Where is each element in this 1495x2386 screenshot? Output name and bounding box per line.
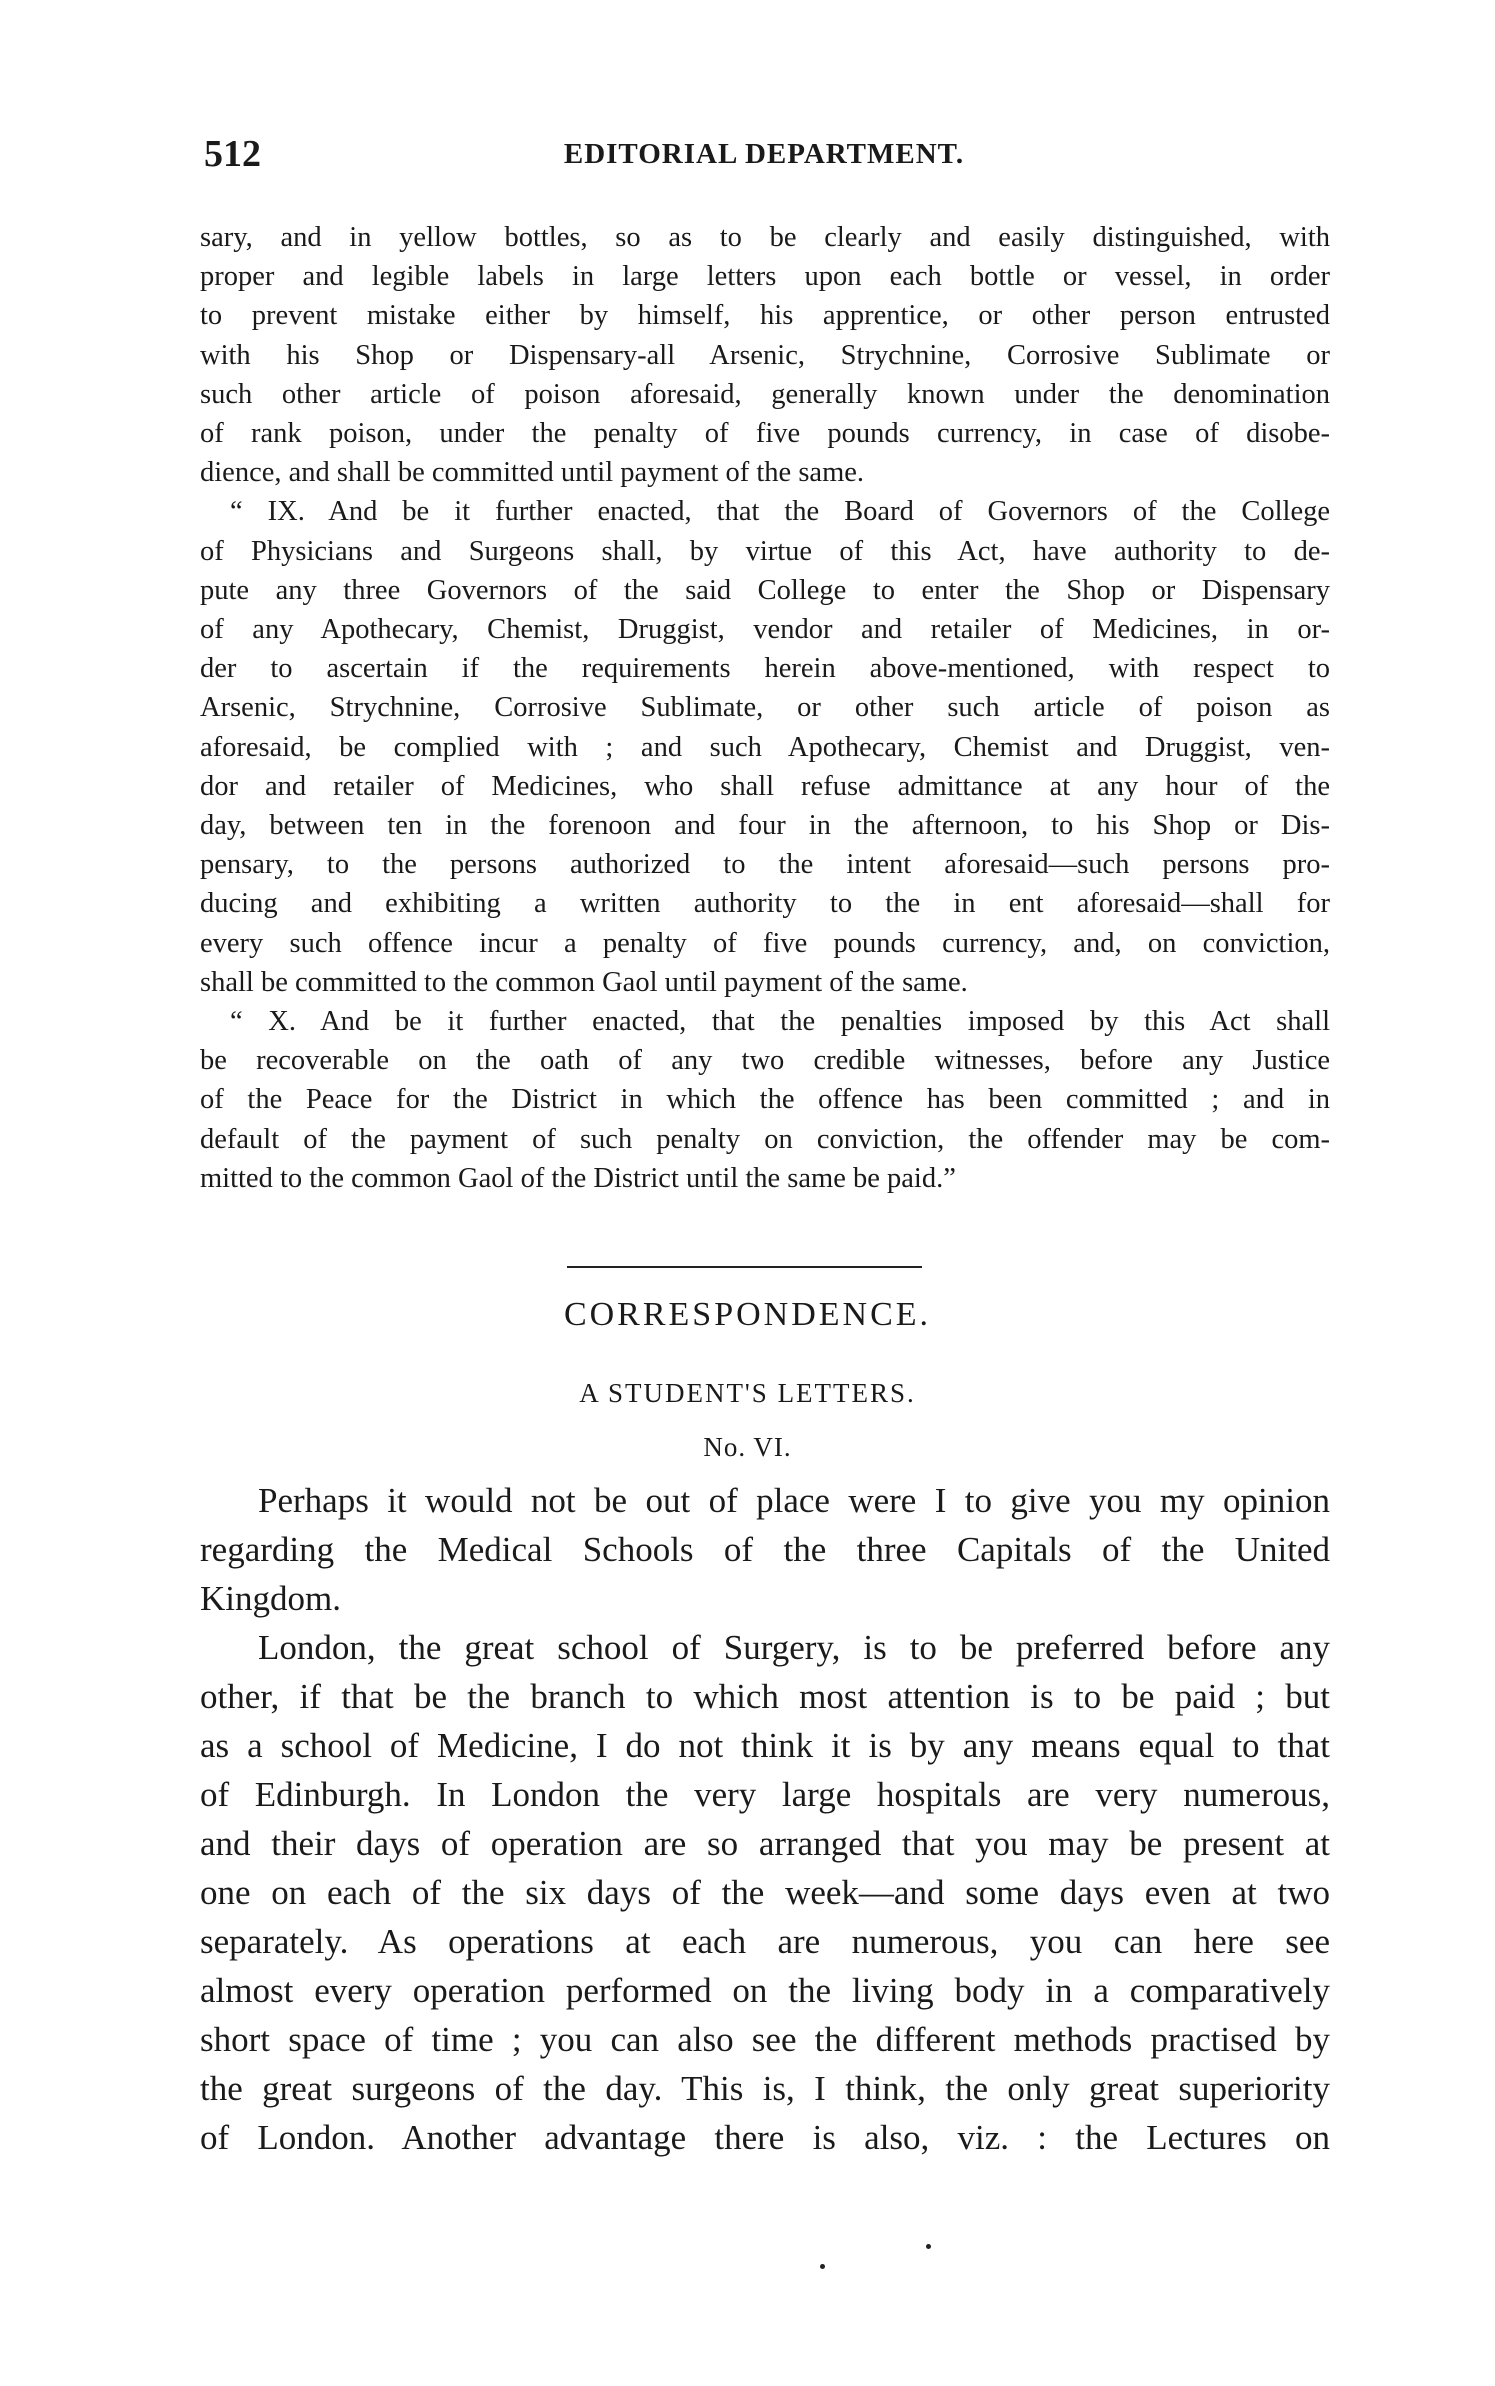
text-line: dience, and shall be committed until payment of the same. [200,457,865,489]
text-line: day, between ten in the forenoon and four in the afternoon, to his Shop or Dis- [200,810,1330,842]
text-line: as a school of Medicine, I do not think it is by any means equal to that [200,1726,1330,1765]
page-header [204,132,1324,176]
text-line: mitted to the common Gaol of the District until the same be paid.” [200,1162,956,1194]
text-line: dor and retailer of Medicines, who shall refuse admittance at any hour of the [200,770,1330,802]
text-line: the great surgeons of the day. This is, I think, the only great superiority [200,2069,1330,2108]
text-line: short space of time ; you can also see the different methods practised by [200,2020,1330,2059]
text-line: of the Peace for the District in which the offence has been committed ; and in [200,1084,1330,1116]
speck [926,2244,931,2249]
section-divider [567,1266,922,1268]
print-specks [810,2244,950,2284]
text-line: der to ascertain if the requirements herein above-mentioned, with respect to [200,653,1330,685]
text-line: of Physicians and Surgeons shall, by virtue of this Act, have authority to de- [200,535,1330,567]
text-line: proper and legible labels in large letters upon each bottle or vessel, in order [200,261,1330,293]
text-line: ducing and exhibiting a written authority to the in ent aforesaid—shall for [200,888,1330,920]
running-head: EDITORIAL DEPARTMENT. [563,138,965,170]
text-line: sary, and in yellow bottles, so as to be clearly and easily distinguished, with [200,222,1330,253]
text-line: London, the great school of Surgery, is to be preferred before any [258,1628,1330,1667]
text-line: of Edinburgh. In London the very large hospitals are very numerous, [200,1775,1330,1814]
text-line: almost every operation performed on the living body in a comparatively [200,1971,1330,2010]
text-line: Arsenic, Strychnine, Corrosive Sublimate, or other such article of poison as [200,692,1330,724]
text-line: “ X. And be it further enacted, that the penalties imposed by this Act shall [230,1006,1330,1038]
letter-title: A STUDENT'S LETTERS. [579,1378,916,1408]
letter-body [200,1476,1330,2162]
text-line: of any Apothecary, Chemist, Druggist, vendor and retailer of Medicines, in or- [200,614,1330,646]
text-line: Perhaps it would not be out of place were I to give you my opinion [258,1481,1330,1520]
editorial-text [200,218,1330,1198]
text-line: “ IX. And be it further enacted, that the Board of Governors of the College [230,496,1330,528]
text-line: default of the payment of such penalty on conviction, the offender may be com- [200,1123,1330,1155]
text-line: Kingdom. [200,1579,341,1618]
text-line: of rank poison, under the penalty of five pounds currency, in case of disobe- [200,418,1330,450]
text-line: of London. Another advantage there is also, viz. : the Lectures on [200,2118,1330,2157]
text-line: with his Shop or Dispensary-all Arsenic, Strychnine, Corrosive Sublimate or [200,339,1330,371]
text-line: other, if that be the branch to which most attention is to be paid ; but [200,1677,1330,1716]
text-line: be recoverable on the oath of any two credible witnesses, before any Justice [200,1045,1330,1077]
text-line: aforesaid, be complied with ; and such Apothecary, Chemist and Druggist, ven- [200,731,1330,763]
letter-number: No. VI. [703,1432,792,1462]
text-line: regarding the Medical Schools of the three Capitals of the United [200,1530,1330,1569]
page-number: 512 [204,133,261,175]
text-line: pute any three Governors of the said College to enter the Shop or Dispensary [200,574,1330,606]
section-title: CORRESPONDENCE. [563,1296,932,1333]
text-line: one on each of the six days of the week—and some days even at two [200,1873,1330,1912]
speck [820,2264,825,2269]
text-line: to prevent mistake either by himself, his apprentice, or other person entrusted [200,300,1330,332]
text-line: pensary, to the persons authorized to the intent aforesaid—such persons pro- [200,849,1330,881]
text-line: such other article of poison aforesaid, generally known under the denomination [200,378,1330,410]
text-line: every such offence incur a penalty of five pounds currency, and, on conviction, [200,927,1330,959]
text-line: and their days of operation are so arranged that you may be present at [200,1824,1330,1863]
text-line: separately. As operations at each are numerous, you can here see [200,1922,1330,1961]
text-line: shall be committed to the common Gaol until payment of the same. [200,966,968,998]
